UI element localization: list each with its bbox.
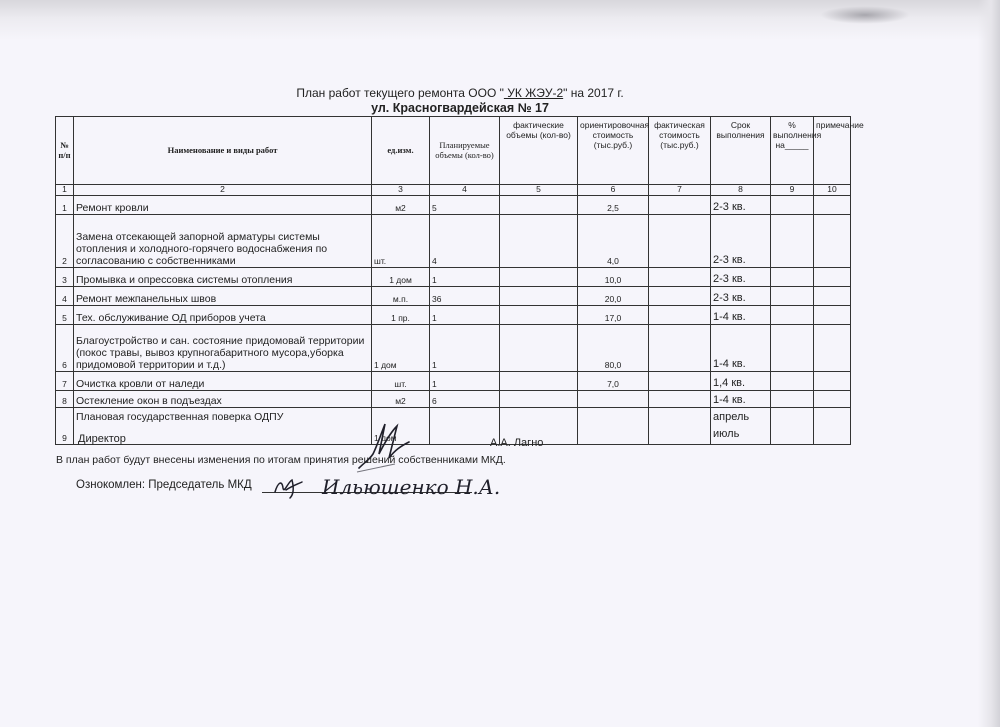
header-row: [56, 117, 851, 185]
row-percent: [771, 306, 814, 325]
row-num: 2: [56, 215, 74, 268]
table-row: [56, 306, 851, 325]
column-number: 1: [56, 185, 74, 196]
row-actual-volume: [500, 215, 578, 268]
row-note: [814, 196, 851, 215]
director-signature: [355, 420, 415, 475]
row-term: 2-3 кв.: [711, 215, 771, 268]
director-label: Директор: [78, 433, 126, 445]
row-num: 9: [56, 408, 74, 445]
header-name: Наименование и виды работ: [74, 117, 372, 185]
column-number: 2: [74, 185, 372, 196]
row-percent: [771, 325, 814, 372]
row-term: апрель июль: [711, 408, 771, 445]
row-note: [814, 268, 851, 287]
row-unit: м.п.: [372, 287, 430, 306]
chairman-initials-signature: [272, 474, 304, 500]
column-numbers-row: [56, 185, 851, 196]
row-unit: шт.: [372, 215, 430, 268]
row-unit: 1 пр.: [372, 306, 430, 325]
row-planned: 1: [430, 325, 500, 372]
acknowledgement-label: Ознокомлен: Председатель МКД: [76, 479, 252, 491]
row-actual-cost: [649, 215, 711, 268]
header-num: № п/п: [56, 117, 74, 185]
chairman-name-text: Ильюшенко Н.А.: [322, 475, 501, 499]
row-name: Плановая государственная поверка ОДПУ: [74, 408, 372, 445]
table-row: [56, 268, 851, 287]
row-unit: м2: [372, 196, 430, 215]
document-title: План работ текущего ремонта ООО " УК ЖЭУ-2" на 2017 г.: [296, 86, 624, 100]
row-note: [814, 306, 851, 325]
row-name: Очистка кровли от наледи: [74, 372, 372, 391]
column-number: 6: [578, 185, 649, 196]
scan-right-shadow: [978, 0, 1000, 727]
row-unit: м2: [372, 391, 430, 408]
row-unit: 1 дом: [372, 268, 430, 287]
chairman-handwritten-name: [318, 472, 501, 504]
row-note: [814, 391, 851, 408]
row-est-cost: 17,0: [578, 306, 649, 325]
row-est-cost: 10,0: [578, 268, 649, 287]
row-name: Остекление окон в подъездах: [74, 391, 372, 408]
row-actual-volume: [500, 325, 578, 372]
row-planned: 1: [430, 306, 500, 325]
row-unit: 1 дом: [372, 408, 430, 445]
row-term: 2-3 кв.: [711, 287, 771, 306]
row-planned: 4: [430, 215, 500, 268]
row-note: [814, 325, 851, 372]
row-actual-cost: [649, 408, 711, 445]
row-term: 1,4 кв.: [711, 372, 771, 391]
row-note: [814, 408, 851, 445]
row-est-cost: 2,5: [578, 196, 649, 215]
row-term: 1-4 кв.: [711, 391, 771, 408]
row-actual-cost: [649, 287, 711, 306]
row-unit: 1 дом: [372, 325, 430, 372]
row-name: Тех. обслуживание ОД приборов учета: [74, 306, 372, 325]
header-unit: ед.изм.: [372, 117, 430, 185]
row-note: [814, 287, 851, 306]
row-name: Промывка и опрессовка системы отопления: [74, 268, 372, 287]
row-num: 3: [56, 268, 74, 287]
row-actual-volume: [500, 391, 578, 408]
row-est-cost: [578, 391, 649, 408]
document-address: ул. Красногвардейская № 17: [371, 101, 549, 115]
row-num: 4: [56, 287, 74, 306]
row-actual-cost: [649, 306, 711, 325]
header-actual-cost: фактическая стоимость (тыс.руб.): [649, 117, 711, 185]
row-term: 2-3 кв.: [711, 268, 771, 287]
director-name: А.А. Лагно: [490, 437, 544, 449]
row-actual-cost: [649, 268, 711, 287]
table-row: [56, 372, 851, 391]
row-term: 2-3 кв.: [711, 196, 771, 215]
row-name: Ремонт кровли: [74, 196, 372, 215]
row-unit: шт.: [372, 372, 430, 391]
row-num: 1: [56, 196, 74, 215]
row-est-cost: 80,0: [578, 325, 649, 372]
column-number: 3: [372, 185, 430, 196]
row-est-cost: [578, 408, 649, 445]
row-num: 8: [56, 391, 74, 408]
table-row: [56, 196, 851, 215]
header-note: примечание: [814, 117, 851, 185]
row-percent: [771, 268, 814, 287]
table-row: [56, 391, 851, 408]
row-actual-volume: [500, 372, 578, 391]
row-note: [814, 215, 851, 268]
column-number: 7: [649, 185, 711, 196]
row-name: Замена отсекающей запорной арматуры системы отопления и холодного-горячего водоснабжения по согласованию с собственниками: [74, 215, 372, 268]
row-num: 5: [56, 306, 74, 325]
row-actual-cost: [649, 391, 711, 408]
row-percent: [771, 287, 814, 306]
column-number: 4: [430, 185, 500, 196]
row-planned: [430, 408, 500, 445]
header-est-cost: ориентировочная стоимость (тыс.руб.): [578, 117, 649, 185]
row-percent: [771, 408, 814, 445]
row-num: 7: [56, 372, 74, 391]
row-term: 1-4 кв.: [711, 325, 771, 372]
table-row: [56, 408, 851, 445]
column-number: 9: [771, 185, 814, 196]
scan-smudge: [820, 6, 910, 24]
header-planned: Планируемые объемы (кол-во): [430, 117, 500, 185]
row-est-cost: 4,0: [578, 215, 649, 268]
row-note: [814, 372, 851, 391]
row-name: Благоустройство и сан. состояние придомовай территории (покос травы, вывоз крупногабаритного мусора,уборка придомовой территории и т.д.): [74, 325, 372, 372]
header-term: Срок выполнения: [711, 117, 771, 185]
work-plan-table: [55, 116, 864, 445]
row-planned: 1: [430, 372, 500, 391]
header-actual-volume: фактические объемы (кол-во): [500, 117, 578, 185]
row-name: Ремонт межпанельных швов: [74, 287, 372, 306]
column-number: 10: [814, 185, 851, 196]
row-planned: 1: [430, 268, 500, 287]
column-number: 5: [500, 185, 578, 196]
header-percent: % выполнения на_____: [771, 117, 814, 185]
row-est-cost: 20,0: [578, 287, 649, 306]
org-name: УК ЖЭУ-2: [503, 86, 564, 100]
column-number: 8: [711, 185, 771, 196]
row-actual-cost: [649, 325, 711, 372]
row-percent: [771, 215, 814, 268]
row-est-cost: 7,0: [578, 372, 649, 391]
row-actual-cost: [649, 372, 711, 391]
table-row: [56, 287, 851, 306]
row-actual-volume: [500, 287, 578, 306]
row-actual-volume: [500, 196, 578, 215]
row-percent: [771, 372, 814, 391]
row-num: 6: [56, 325, 74, 372]
row-percent: [771, 391, 814, 408]
row-planned: 5: [430, 196, 500, 215]
row-planned: 36: [430, 287, 500, 306]
row-term: 1-4 кв.: [711, 306, 771, 325]
row-percent: [771, 196, 814, 215]
table-row: [56, 215, 851, 268]
table-row: [56, 325, 851, 372]
row-actual-volume: [500, 306, 578, 325]
row-actual-cost: [649, 196, 711, 215]
change-note: В план работ будут внесены изменения по итогам принятия решений собственниками МКД.: [56, 454, 506, 466]
row-actual-volume: [500, 268, 578, 287]
row-planned: 6: [430, 391, 500, 408]
